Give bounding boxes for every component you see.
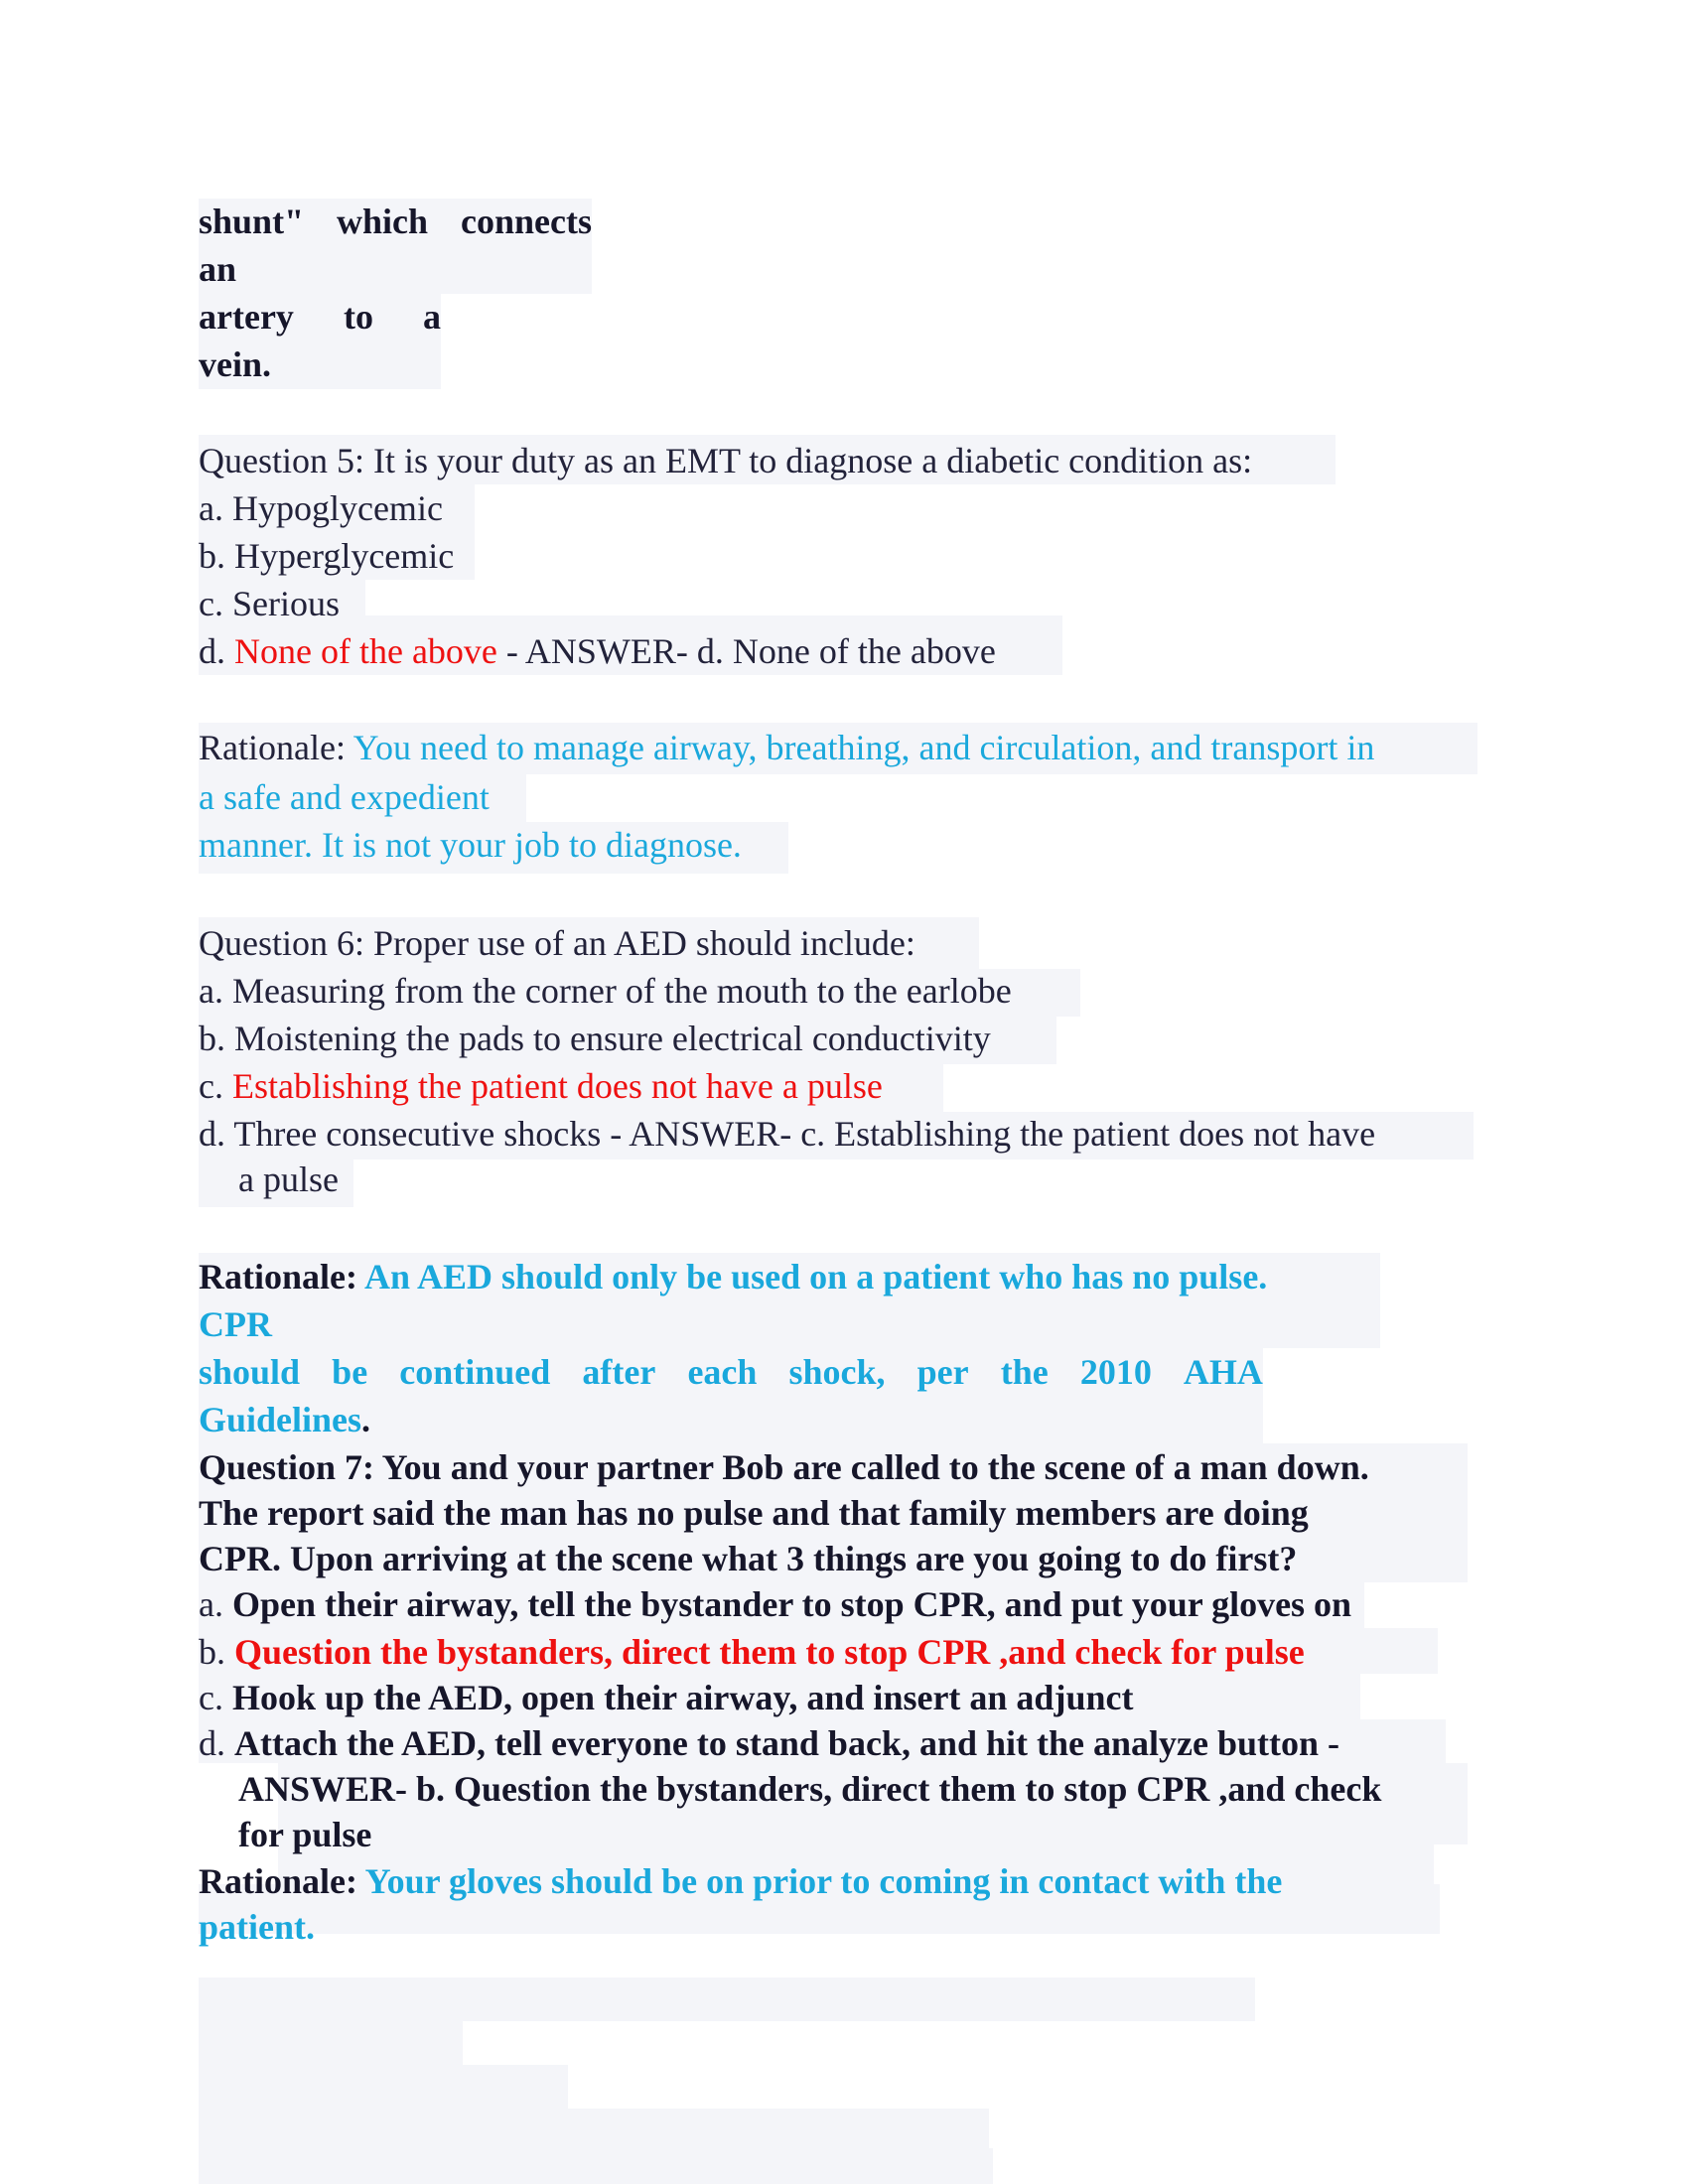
q7-question-line-3: CPR. Upon arriving at the scene what 3 things are you going to do first? — [199, 1539, 1298, 1578]
word: AHA — [1183, 1352, 1263, 1392]
word: continued — [399, 1352, 551, 1392]
correct-answer-highlight: Establishing the patient does not have a pulse — [231, 1066, 883, 1106]
word: should — [199, 1352, 301, 1392]
q6-rationale-line-1 — [199, 1253, 1267, 1300]
rationale-text: Guidelines — [199, 1400, 362, 1439]
word: after — [582, 1352, 656, 1392]
shunt-line-4: vein. — [199, 344, 272, 384]
option-text: Hook up the AED, open their airway, and insert an adjunct — [231, 1678, 1134, 1717]
highlight-box — [199, 2021, 463, 2065]
word: per — [916, 1352, 969, 1392]
q7-option-a — [199, 1580, 1351, 1628]
q5-rationale-line-1 — [199, 724, 1374, 771]
word: the — [1000, 1352, 1049, 1392]
shunt-line-3 — [199, 293, 441, 341]
option-prefix: a. — [199, 1584, 232, 1624]
q7-rationale-line-2: patient. — [199, 1907, 315, 1947]
highlight-box — [199, 2148, 993, 2184]
rationale-label: Rationale: — [199, 1257, 364, 1297]
q7-option-b — [199, 1628, 1305, 1676]
option-text: Attach the AED, tell everyone to stand back, and hit the analyze button - — [234, 1723, 1339, 1763]
rationale-label: Rationale: — [199, 1861, 365, 1901]
q6-rationale-line-3 — [199, 1348, 1263, 1396]
q7-question-line-2: The report said the man has no pulse and that family members are doing — [199, 1493, 1309, 1533]
highlight-box — [199, 2065, 568, 2109]
correct-answer-highlight: Question the bystanders, direct them to stop CPR ,and check for pulse — [234, 1632, 1305, 1672]
q6-option-b: b. Moistening the pads to ensure electrical conductivity — [199, 1019, 991, 1058]
rationale-text: An AED should only be used on a patient who has no pulse. — [364, 1257, 1268, 1297]
option-text: Open their airway, tell the bystander to stop CPR, and put your gloves on — [231, 1584, 1352, 1624]
option-prefix: c. — [199, 1678, 232, 1717]
word: be — [332, 1352, 368, 1392]
q7-option-d-continued: ANSWER- b. Question the bystanders, direct them to stop CPR ,and check — [238, 1769, 1382, 1809]
option-prefix: d. — [199, 1723, 234, 1763]
q6-option-d: d. Three consecutive shocks - ANSWER- c. Establishing the patient does not have — [199, 1114, 1376, 1154]
q6-question: Question 6: Proper use of an AED should include: — [199, 923, 915, 963]
option-prefix: d. — [199, 631, 234, 671]
q5-option-a: a. Hypoglycemic — [199, 488, 443, 528]
q6-option-d-continued: a pulse — [238, 1160, 339, 1199]
q7-option-d-continued: for pulse — [238, 1815, 372, 1854]
q5-option-b: b. Hyperglycemic — [199, 536, 455, 576]
word: artery — [199, 297, 294, 337]
q7-rationale-line-1 — [199, 1857, 1282, 1905]
q6-rationale-line-4 — [199, 1396, 370, 1443]
highlight-box — [199, 2109, 989, 2148]
q7-option-d — [199, 1719, 1339, 1767]
rationale-text: Your gloves should be on prior to coming in contact with the — [364, 1861, 1283, 1901]
word: 2010 — [1079, 1352, 1152, 1392]
word: connects — [461, 202, 592, 241]
rationale-label: Rationale: — [199, 728, 353, 767]
word: to — [343, 297, 373, 337]
q5-rationale-line-3: manner. It is not your job to diagnose. — [199, 825, 742, 865]
q7-option-c — [199, 1674, 1133, 1721]
q5-question: Question 5: It is your duty as an EMT to diagnose a diabetic condition as: — [199, 441, 1253, 480]
q7-question-line-1: Question 7: You and your partner Bob are called to the scene of a man down. — [199, 1447, 1369, 1487]
q5-rationale-line-2: a safe and expedient — [199, 777, 490, 817]
q6-option-c — [199, 1062, 883, 1110]
word: a — [423, 297, 441, 337]
shunt-line-1 — [199, 198, 592, 245]
word: which — [337, 202, 429, 241]
option-prefix: b. — [199, 1632, 234, 1672]
period: . — [361, 1400, 371, 1439]
word: each — [687, 1352, 758, 1392]
highlight-box — [199, 1978, 1255, 2021]
rationale-text: You need to manage airway, breathing, and circulation, and transport in — [352, 728, 1375, 767]
q5-option-c: c. Serious — [199, 584, 340, 623]
q6-rationale-line-2: CPR — [199, 1304, 272, 1344]
answer-text: - ANSWER- d. None of the above — [496, 631, 996, 671]
q5-option-d — [199, 627, 996, 675]
q6-option-a: a. Measuring from the corner of the mouth to the earlobe — [199, 971, 1012, 1011]
word: shunt" — [199, 202, 305, 241]
option-prefix: c. — [199, 1066, 232, 1106]
correct-answer-highlight: None of the above — [234, 631, 497, 671]
word: shock, — [788, 1352, 886, 1392]
shunt-line-2: an — [199, 249, 237, 289]
